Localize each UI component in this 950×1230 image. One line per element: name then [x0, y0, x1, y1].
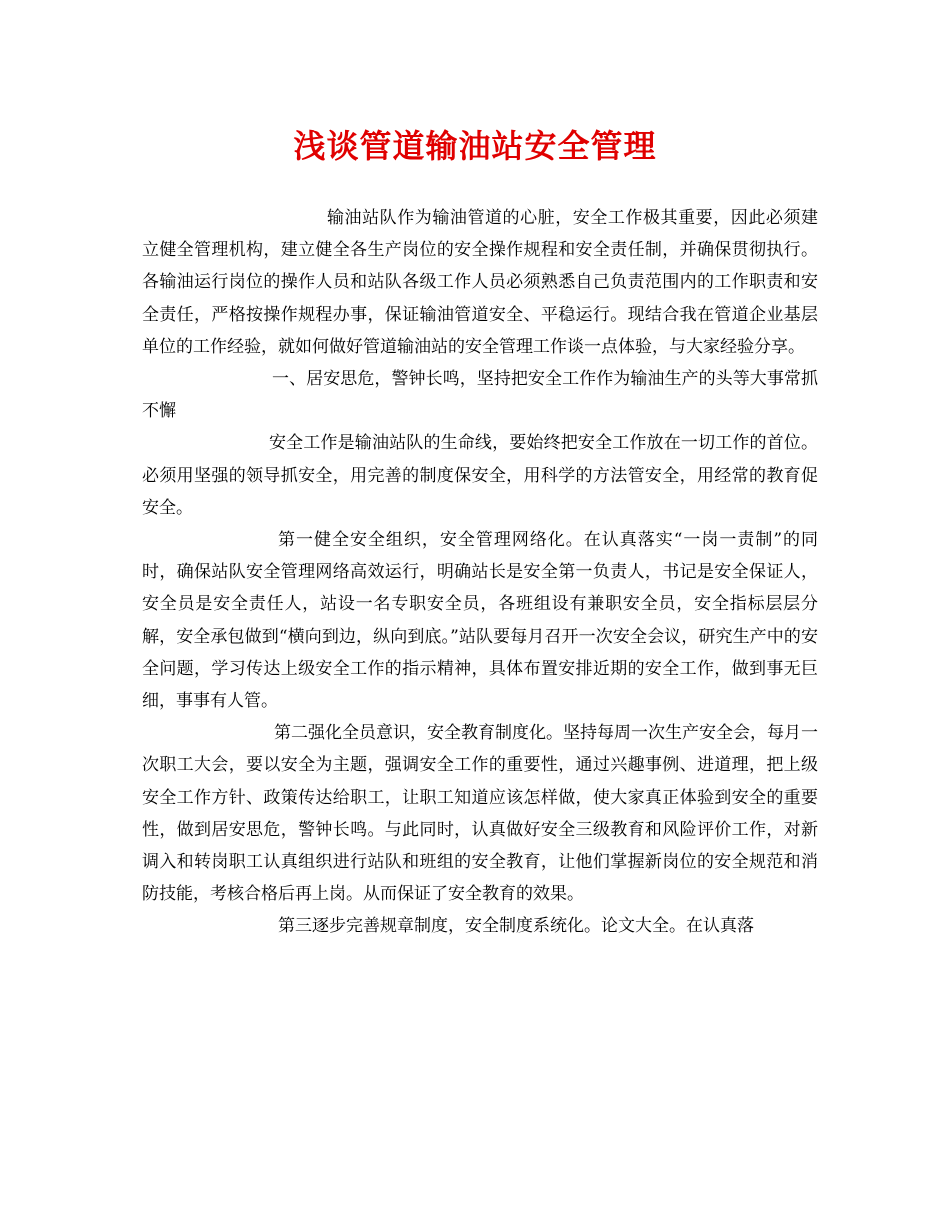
document-title: 浅谈管道输油站安全管理 [293, 127, 657, 165]
section-heading-1: 一、居安思危，警钟长鸣，坚持把安全工作作为输油生产的头等大事常抓不懈 [142, 369, 818, 422]
document-body [142, 202, 818, 943]
paragraph-second-education: 第二强化全员意识，安全教育制度化。坚持每周一次生产安全会，每月一次职工大会，要以安全为主题，强调安全工作的重要性，通过兴趣事例、进道理，把上级安全工作方针、政策传达给职工，让职工知道应该怎样做，使大家真正体验到安全的重要性，做到居安思危，警钟长鸣。与此同时，认真做好安全三级教育和风险评价工作，对新调入和转岗职工认真组织进行站队和班组的安全教育，让他们掌握新岗位的安全规范和消防技能，考核合格后再上岗。从而保证了安全教育的效果。 [142, 723, 818, 905]
paragraph-third-rules: 第三逐步完善规章制度，安全制度系统化。论文大全。在认真落 [278, 916, 754, 937]
paragraph-first-organization: 第一健全安全组织，安全管理网络化。在认真落实“一岗一责制”的同时，确保站队安全管理网络高效运行，明确站长是安全第一负责人，书记是安全保证人，安全员是安全责任人，站设一名专职安全员，各班组设有兼职安全员，安全指标层层分解，安全承包做到“横向到边，纵向到底。”站队要每月召开一次安全会议，研究生产中的安全问题，学习传达上级安全工作的指示精神，具体布置安排近期的安全工作，做到事无巨细，事事有人管。 [142, 530, 818, 712]
paragraph-safety-lifeline: 安全工作是输油站队的生命线，要始终把安全工作放在一切工作的首位。必须用坚强的领导抓安全，用完善的制度保安全，用科学的方法管安全，用经常的教育促安全。 [142, 433, 818, 518]
paragraph-intro: 输油站队作为输油管道的心脏，安全工作极其重要，因此必须建立健全管理机构，建立健全各生产岗位的安全操作规程和安全责任制，并确保贯彻执行。各输油运行岗位的操作人员和站队各级工作人员必须熟悉自己负责范围内的工作职责和安全责任，严格按操作规程办事，保证输油管道安全、平稳运行。现结合我在管道企业基层单位的工作经验，就如何做好管道输油站的安全管理工作谈一点体验，与大家经验分享。 [142, 208, 818, 357]
